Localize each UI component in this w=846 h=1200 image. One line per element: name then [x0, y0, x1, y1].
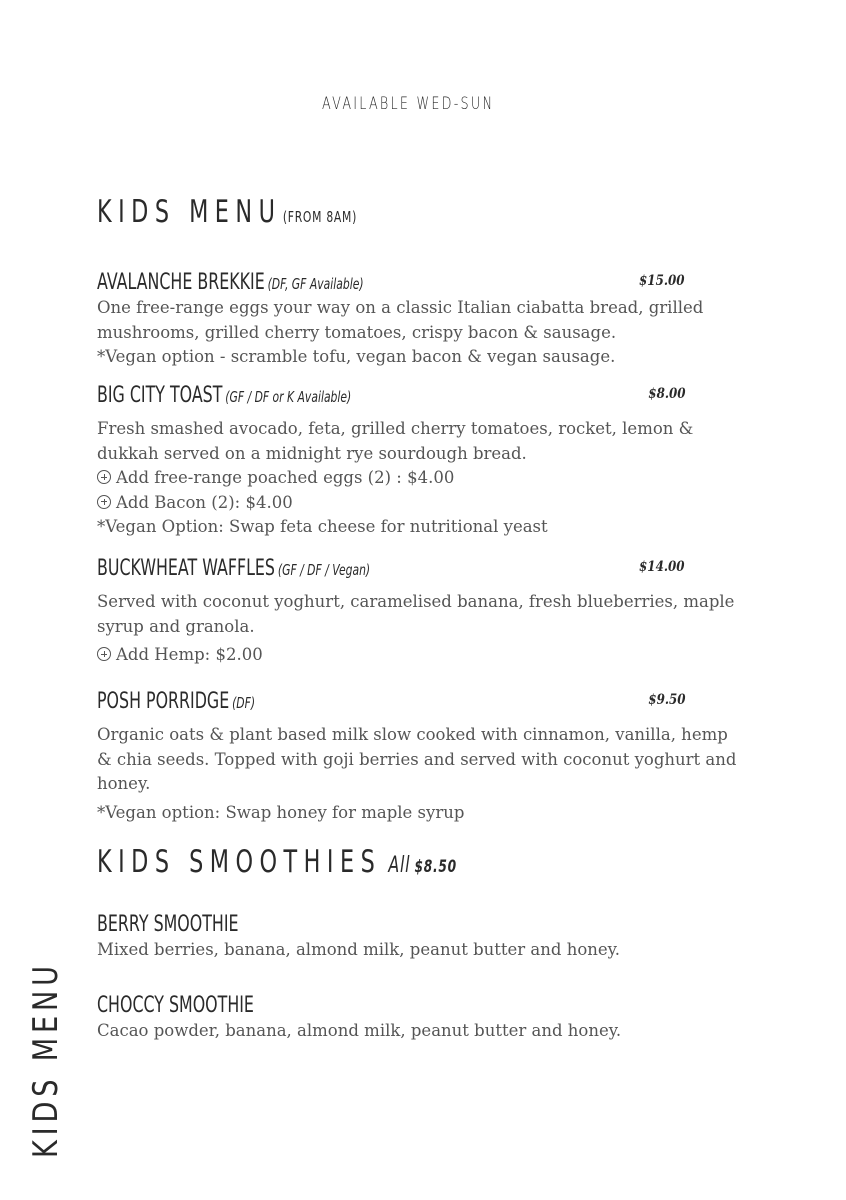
item-description: Mixed berries, banana, almond milk, peanut butter and honey. [97, 940, 621, 959]
item-dietary-note: (GF / DF or K Available) [225, 388, 352, 406]
smoothies-heading: KIDS SMOOTHIES [97, 844, 382, 880]
item-title: BERRY SMOOTHIE [97, 912, 239, 937]
addon-line [97, 466, 747, 491]
addon-line [97, 491, 747, 516]
item-name [97, 270, 364, 295]
item-name [97, 556, 370, 581]
item-price: $14.00 [639, 559, 685, 575]
addon-text: Add Hemp: $2.00 [116, 645, 263, 664]
item-vegan-option: *Vegan option: Swap honey for maple syrup [97, 802, 465, 822]
item-description: Served with coconut yoghurt, caramelised banana, fresh blueberries, maple syrup and granola. [97, 592, 735, 636]
item-dietary-note: (DF) [232, 694, 256, 712]
menu-item-buckwheat-waffles [97, 556, 747, 668]
item-dietary-note: (DF, GF Available) [267, 275, 364, 293]
kids-menu-heading: KIDS MENU [97, 194, 282, 230]
smoothies-all-label: All [388, 853, 411, 878]
plus-circle-icon [97, 647, 111, 661]
addon-text: Add Bacon (2): $4.00 [116, 492, 293, 512]
plus-circle-icon [97, 470, 111, 484]
item-dietary-note: (GF / DF / Vegan) [277, 561, 371, 579]
item-price: $9.50 [648, 692, 686, 708]
addon-text: Add free-range poached eggs (2) : $4.00 [116, 468, 455, 487]
kids-menu-title [97, 194, 357, 230]
smoothie-item-berry [97, 912, 747, 963]
menu-item-big-city-toast [97, 383, 747, 540]
item-title: BIG CITY TOAST [97, 383, 223, 408]
menu-item-avalanche-brekkie [97, 270, 747, 370]
item-title: CHOCCY SMOOTHIE [97, 993, 254, 1018]
smoothies-price: $8.50 [414, 857, 457, 877]
item-vegan-option: *Vegan Option: Swap feta cheese for nutritional yeast [97, 517, 548, 536]
item-title: POSH PORRIDGE [97, 689, 230, 714]
item-title: BUCKWHEAT WAFFLES [97, 556, 275, 581]
kids-menu-hours: (FROM 8AM) [282, 208, 358, 226]
smoothie-item-choccy [97, 993, 747, 1044]
side-label-kids-menu: KIDS MENU [26, 961, 66, 1158]
item-description: Cacao powder, banana, almond milk, peanut butter and honey. [97, 1021, 622, 1040]
plus-circle-icon [97, 495, 111, 509]
addon-line [97, 643, 747, 668]
item-description: Fresh smashed avocado, feta, grilled cherry tomatoes, rocket, lemon & dukkah served on a midnight rye sourdough bread. [97, 419, 694, 463]
availability-note: AVAILABLE WED-SUN [322, 94, 495, 114]
menu-item-posh-porridge [97, 689, 747, 825]
item-description: One free-range eggs your way on a classic Italian ciabatta bread, grilled mushrooms, grilled cherry tomatoes, crispy bacon & sausage. [97, 298, 704, 342]
item-price: $8.00 [648, 386, 686, 402]
item-price: $15.00 [639, 273, 685, 289]
kids-smoothies-title [97, 844, 457, 880]
item-description: Organic oats & plant based milk slow cooked with cinnamon, vanilla, hemp & chia seeds. Topped with goji berries and served with coconut yoghurt and honey. [97, 725, 737, 793]
item-name [97, 689, 255, 714]
item-title: AVALANCHE BREKKIE [97, 270, 265, 295]
item-vegan-option: *Vegan option - scramble tofu, vegan bacon & vegan sausage. [97, 347, 616, 366]
item-name [97, 383, 351, 408]
